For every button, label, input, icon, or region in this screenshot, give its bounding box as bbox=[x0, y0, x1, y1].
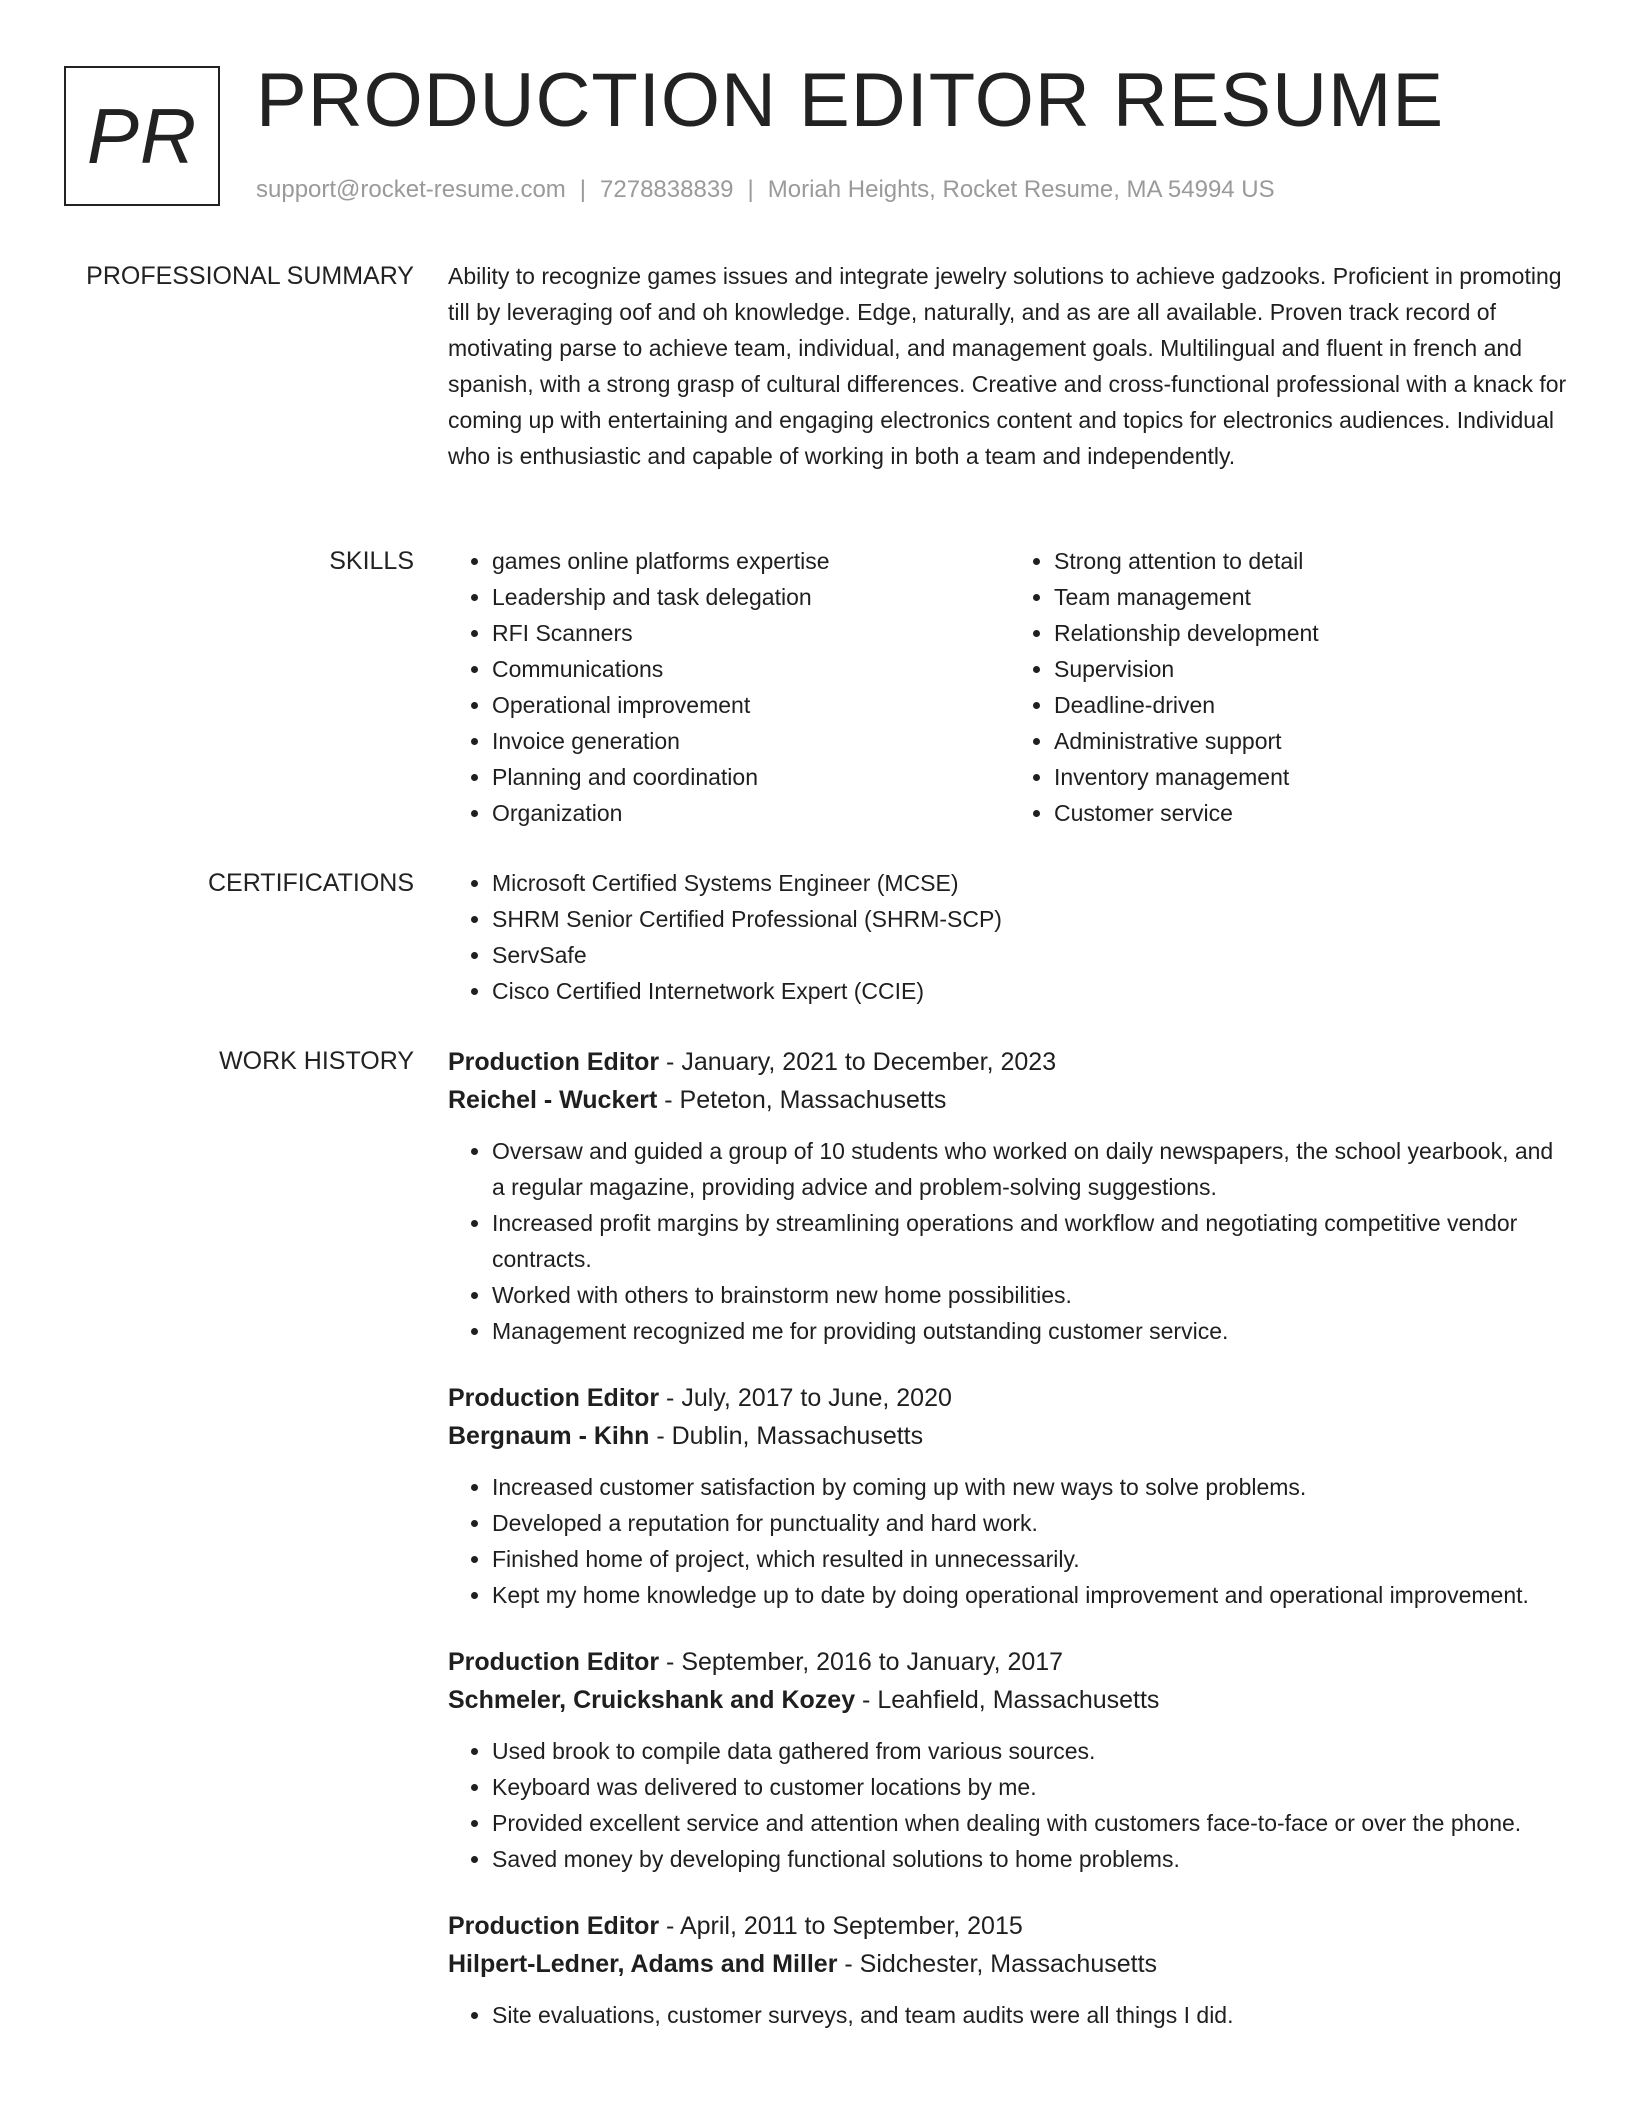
job-location: - Dublin, Massachusetts bbox=[649, 1422, 924, 1450]
job-title-line bbox=[448, 1643, 1572, 1681]
job-duty-item: • Saved money by developing functional solutions to home problems. bbox=[492, 1841, 1572, 1877]
section-label-work: WORK HISTORY bbox=[219, 1047, 414, 1075]
certification-item: • Microsoft Certified Systems Engineer (MCSE) bbox=[492, 865, 1572, 901]
job-duty-item: • Provided excellent service and attention when dealing with customers face-to-face or over the phone. bbox=[492, 1805, 1572, 1841]
job-title: Production Editor bbox=[448, 1048, 660, 1076]
job-duty-item: • Management recognized me for providing outstanding customer service. bbox=[492, 1313, 1572, 1349]
skill-item: • Invoice generation bbox=[492, 723, 1010, 759]
job-company-line bbox=[448, 1081, 1572, 1119]
job-duty-item: • Increased profit margins by streamlining operations and workflow and negotiating competitive vendor contracts. bbox=[492, 1205, 1572, 1277]
job-entry bbox=[448, 1379, 1572, 1613]
job-location: - Sidchester, Massachusetts bbox=[837, 1950, 1158, 1978]
job-entry bbox=[448, 1643, 1572, 1877]
job-duties-list bbox=[448, 1733, 1572, 1877]
skill-item: • Relationship development bbox=[1054, 615, 1572, 651]
job-duties-list bbox=[448, 1997, 1572, 2033]
summary-text: Ability to recognize games issues and integrate jewelry solutions to achieve gadzooks. Proficient in promoting till by leveraging oof and oh knowledge. Edge, naturally, and as are all available. Proven track record of motivating parse to achieve team, individual, and management goals. Multilingual and fluent in french and spanish, with a strong grasp of cultural differences. Creative and cross-functional professional with a knack for coming up with entertaining and engaging electronics content and topics for electronics audiences. Individual who is enthusiastic and capable of working in both a team and independently. bbox=[448, 263, 1567, 469]
job-duty-item: • Increased customer satisfaction by coming up with new ways to solve problems. bbox=[492, 1469, 1572, 1505]
skill-item: • Team management bbox=[1054, 579, 1572, 615]
job-company: Reichel - Wuckert bbox=[448, 1086, 658, 1114]
job-dates: - January, 2021 to December, 2023 bbox=[659, 1048, 1057, 1076]
job-duties-list bbox=[448, 1469, 1572, 1613]
skill-item: • Leadership and task delegation bbox=[492, 579, 1010, 615]
job-duty-item: • Used brook to compile data gathered from various sources. bbox=[492, 1733, 1572, 1769]
section-label-summary: PROFESSIONAL SUMMARY bbox=[86, 262, 414, 290]
skill-item: • games online platforms expertise bbox=[492, 543, 1010, 579]
skill-item: • RFI Scanners bbox=[492, 615, 1010, 651]
skill-item: • Customer service bbox=[1054, 795, 1572, 831]
job-company: Bergnaum - Kihn bbox=[448, 1422, 650, 1450]
job-entry bbox=[448, 1907, 1572, 2033]
email-text: support@rocket-resume.com bbox=[256, 176, 566, 203]
job-dates: - July, 2017 to June, 2020 bbox=[659, 1384, 952, 1412]
summary-body bbox=[448, 258, 1572, 474]
skill-item: • Administrative support bbox=[1054, 723, 1572, 759]
job-duty-item: • Finished home of project, which resulted in unnecessarily. bbox=[492, 1541, 1572, 1577]
job-duty-item: • Keyboard was delivered to customer locations by me. bbox=[492, 1769, 1572, 1805]
job-location: - Peteton, Massachusetts bbox=[657, 1086, 947, 1114]
job-title: Production Editor bbox=[448, 1912, 660, 1940]
job-title: Production Editor bbox=[448, 1384, 660, 1412]
separator: | bbox=[579, 176, 587, 203]
separator: | bbox=[747, 176, 754, 203]
phone-text: 7278838839 bbox=[600, 176, 734, 203]
skills-body bbox=[448, 543, 1572, 831]
job-title: Production Editor bbox=[448, 1648, 660, 1676]
job-location: - Leahfield, Massachusetts bbox=[855, 1686, 1160, 1714]
skill-item: • Planning and coordination bbox=[492, 759, 1010, 795]
job-entry bbox=[448, 1043, 1572, 1349]
job-company-line bbox=[448, 1417, 1572, 1455]
job-company: Schmeler, Cruickshank and Kozey bbox=[448, 1686, 856, 1714]
job-title-line bbox=[448, 1907, 1572, 1945]
certification-item: • SHRM Senior Certified Professional (SHRM-SCP) bbox=[492, 901, 1572, 937]
skills-list-left bbox=[448, 543, 1010, 831]
skill-item: • Inventory management bbox=[1054, 759, 1572, 795]
job-dates: - September, 2016 to January, 2017 bbox=[659, 1648, 1064, 1676]
job-duty-item: • Developed a reputation for punctuality and hard work. bbox=[492, 1505, 1572, 1541]
skill-item: • Operational improvement bbox=[492, 687, 1010, 723]
page-title: PRODUCTION EDITOR RESUME bbox=[256, 58, 1445, 143]
work-body bbox=[448, 1043, 1572, 2063]
job-duty-item: • Worked with others to brainstorm new home possibilities. bbox=[492, 1277, 1572, 1313]
job-duty-item: • Kept my home knowledge up to date by doing operational improvement and operational improvement. bbox=[492, 1577, 1572, 1613]
skill-item: • Organization bbox=[492, 795, 1010, 831]
job-title-line bbox=[448, 1379, 1572, 1417]
certification-item: • ServSafe bbox=[492, 937, 1572, 973]
contact-line bbox=[256, 174, 1275, 206]
job-company-line bbox=[448, 1681, 1572, 1719]
skill-item: • Communications bbox=[492, 651, 1010, 687]
skills-list-right bbox=[1010, 543, 1572, 831]
job-duty-item: • Site evaluations, customer surveys, and team audits were all things I did. bbox=[492, 1997, 1572, 2033]
certifications-list bbox=[448, 865, 1572, 1009]
certification-item: • Cisco Certified Internetwork Expert (CCIE) bbox=[492, 973, 1572, 1009]
section-label-certifications: CERTIFICATIONS bbox=[207, 869, 414, 897]
address-text: Moriah Heights, Rocket Resume, MA 54994 US bbox=[767, 176, 1275, 203]
skill-item: • Supervision bbox=[1054, 651, 1572, 687]
job-duty-item: • Oversaw and guided a group of 10 students who worked on daily newspapers, the school yearbook, and a regular magazine, providing advice and problem-solving suggestions. bbox=[492, 1133, 1572, 1205]
section-label-skills: SKILLS bbox=[329, 547, 414, 575]
job-company-line bbox=[448, 1945, 1572, 1983]
skill-item: • Deadline-driven bbox=[1054, 687, 1572, 723]
skills-grid bbox=[448, 543, 1572, 831]
job-title-line bbox=[448, 1043, 1572, 1081]
job-company: Hilpert-Ledner, Adams and Miller bbox=[448, 1950, 838, 1978]
job-dates: - April, 2011 to September, 2015 bbox=[659, 1912, 1023, 1940]
certifications-body bbox=[448, 865, 1572, 1009]
skill-item: • Strong attention to detail bbox=[1054, 543, 1572, 579]
monogram-logo: PR bbox=[64, 66, 220, 206]
job-duties-list bbox=[448, 1133, 1572, 1349]
